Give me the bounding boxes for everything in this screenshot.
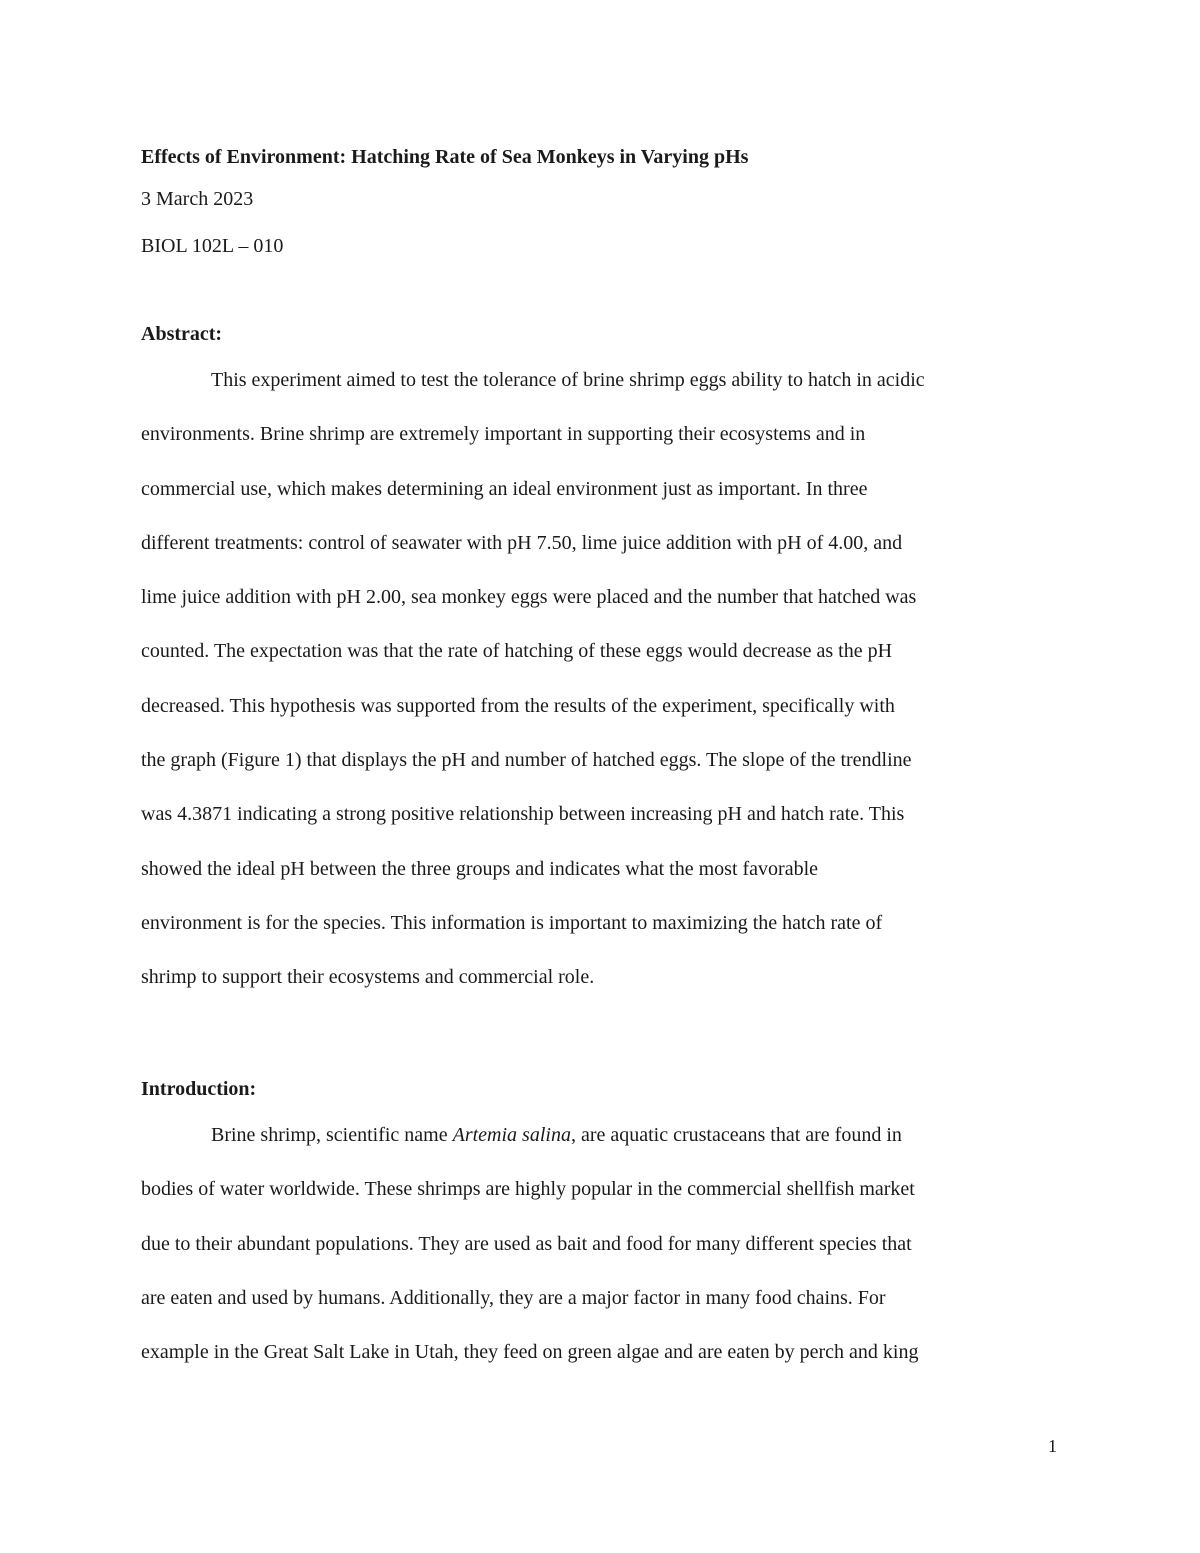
abstract-line: commercial use, which makes determining an ideal environment just as important. In three — [141, 477, 868, 500]
document-title: Effects of Environment: Hatching Rate of Sea Monkeys in Varying pHs — [141, 146, 749, 168]
abstract-line: lime juice addition with pH 2.00, sea monkey eggs were placed and the number that hatched was — [141, 586, 917, 609]
abstract-line: the graph (Figure 1) that displays the pH and number of hatched eggs. The slope of the trendline — [141, 749, 912, 772]
intro-text-end: , are aquatic crustaceans that are found in — [570, 1124, 902, 1146]
page-number: 1 — [1048, 1436, 1057, 1456]
abstract-line: counted. The expectation was that the rate of hatching of these eggs would decrease as the pH — [141, 640, 893, 663]
abstract-line: decreased. This hypothesis was supported from the results of the experiment, specifically with — [141, 694, 895, 717]
abstract-paragraph — [141, 353, 1066, 1005]
introduction-line: are eaten and used by humans. Additionally, they are a major factor in many food chains. For — [141, 1286, 886, 1309]
introduction-first-line — [141, 1108, 1066, 1162]
introduction-line: example in the Great Salt Lake in Utah, they feed on green algae and are eaten by perch and king — [141, 1341, 919, 1364]
intro-text-start: Brine shrimp, scientific name — [211, 1124, 453, 1146]
introduction-paragraph — [141, 1108, 1066, 1379]
abstract-heading: Abstract: — [141, 323, 223, 345]
introduction-line: due to their abundant populations. They are used as bait and food for many different species that — [141, 1232, 912, 1255]
introduction-line: bodies of water worldwide. These shrimps are highly popular in the commercial shellfish market — [141, 1178, 915, 1201]
abstract-line: showed the ideal pH between the three groups and indicates what the most favorable — [141, 857, 819, 880]
course-code: BIOL 102L – 010 — [141, 235, 284, 257]
abstract-line: environments. Brine shrimp are extremely important in supporting their ecosystems and in — [141, 423, 866, 446]
abstract-line: shrimp to support their ecosystems and commercial role. — [141, 966, 595, 989]
abstract-line: different treatments: control of seawater with pH 7.50, lime juice addition with pH of 4.00, and — [141, 531, 903, 554]
document-date: 3 March 2023 — [141, 188, 254, 210]
abstract-line: environment is for the species. This information is important to maximizing the hatch rate of — [141, 911, 883, 934]
abstract-line: was 4.3871 indicating a strong positive relationship between increasing pH and hatch rate. This — [141, 803, 905, 826]
abstract-line: This experiment aimed to test the tolerance of brine shrimp eggs ability to hatch in acidic — [211, 369, 925, 391]
introduction-heading: Introduction: — [141, 1078, 257, 1100]
species-name: Artemia salina — [452, 1124, 571, 1146]
